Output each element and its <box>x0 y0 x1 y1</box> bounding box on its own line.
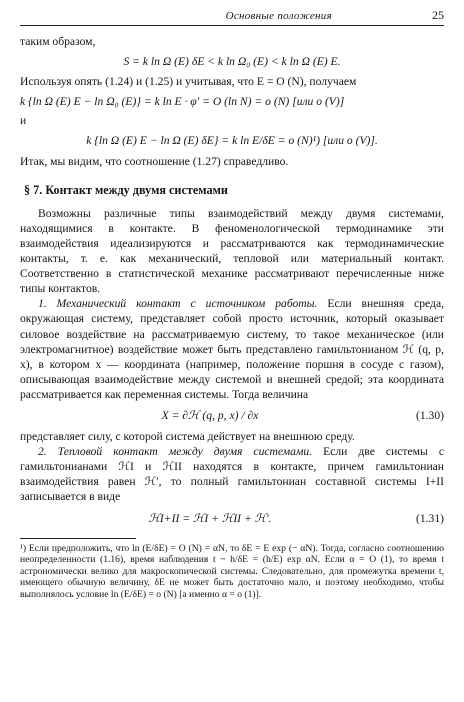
section-title: § 7. Контакт между двумя системами <box>24 182 228 197</box>
equation-number-1-31: (1.31) <box>415 511 444 525</box>
paragraph-6 <box>20 296 444 402</box>
equation-1-31 <box>20 511 444 526</box>
equation-5: ℋI+II = ℋI + ℋII + ℋ′. <box>148 511 272 525</box>
paragraph-8 <box>20 444 444 504</box>
paragraph-4: Итак, мы видим, что соотношение (1.27) справедливо. <box>20 154 289 168</box>
paragraph-6-lead: 1. Механический контакт с источником работы. <box>38 297 318 311</box>
paragraph-8-text: Если две системы с гамильтонианами ℋI и ℋII находятся в контакте, причем гамильтониан взаимодействия равен ℋ′, то полный гамильтониан составной системы I+II записывается в виде <box>20 445 444 504</box>
equation-2: k {ln Ω (E) E − ln Ω₀ (E)} = k ln E · φ′ = O (ln N) = o (N) [или o (V)] <box>20 95 345 109</box>
equation-3: k {ln Ω (E) E − ln Ω (E) δE} = k ln E/δE = o (N)¹) [или o (V)]. <box>86 134 378 148</box>
equation-4: X = ∂ℋ (q, p, x) / ∂x <box>161 408 259 422</box>
footnote: ¹) Если предположить, что ln (E/δE) = O (N) = αN, то δE = E exp (− αN). Тогда, согласно соотношению неопределенности (1.16), время наблюдения t ~ h/δE = (h/E) exp αN. Если α = O (1), то время t астрономически велико для макроскопической системы. Следовательно, для промежутка времени t, имеющего обычную величину, δE не может быть достаточно мало, и поэтому необходимо, чтобы выполнялось условие ln (E/δE) = o (N) [а именно α = o (1)]. <box>20 542 444 600</box>
paragraph-1: таким образом, <box>20 35 96 48</box>
paragraph-5: Возможны различные типы взаимодействий между двумя системами, находящимися в контакте. В феноменологической термодинамике эти взаимодействия идеализируются и рассматриваются как термодинамические контакты, т. е. как механический, тепловой или материальный контакт. Соответственно в статистической механике рассматривают перечисленные ниже типы контактов. <box>20 206 444 296</box>
equation-number-1-30: (1.30) <box>415 408 444 422</box>
page-number: 25 <box>432 8 444 22</box>
paragraph-2: Используя опять (1.24) и (1.25) и учитывая, что E = O (N), получаем <box>20 75 357 89</box>
paragraph-3: и <box>20 114 27 128</box>
paragraph-7: представляет силу, с которой система действует на внешнюю среду. <box>20 430 355 444</box>
equation-1: S = k ln Ω (E) δE < k ln Ω₀ (E) < k ln Ω (E) E. <box>123 55 341 69</box>
paragraph-6-text: Если внешняя среда, окружающая систему, представляет собой просто источник, который оказывает силовое воздействие на рассматриваемую систему, то такое механическое (или электромагнитное) воздействие может быть представлено гамильтонианом ℋ (q, p, x), в котором x — координата (например, положение поршня в сосуде с газом), описывающая взаимодействие между системой и внешней средой; эта координата рассматривается как переменная системы. Тогда величина <box>20 297 444 401</box>
paragraph-8-lead: 2. Тепловой контакт между двумя системами. <box>38 445 313 459</box>
running-title: Основные положения <box>225 10 332 22</box>
equation-1-30 <box>20 408 444 423</box>
page-header <box>20 8 444 26</box>
footnote-divider <box>20 538 136 539</box>
